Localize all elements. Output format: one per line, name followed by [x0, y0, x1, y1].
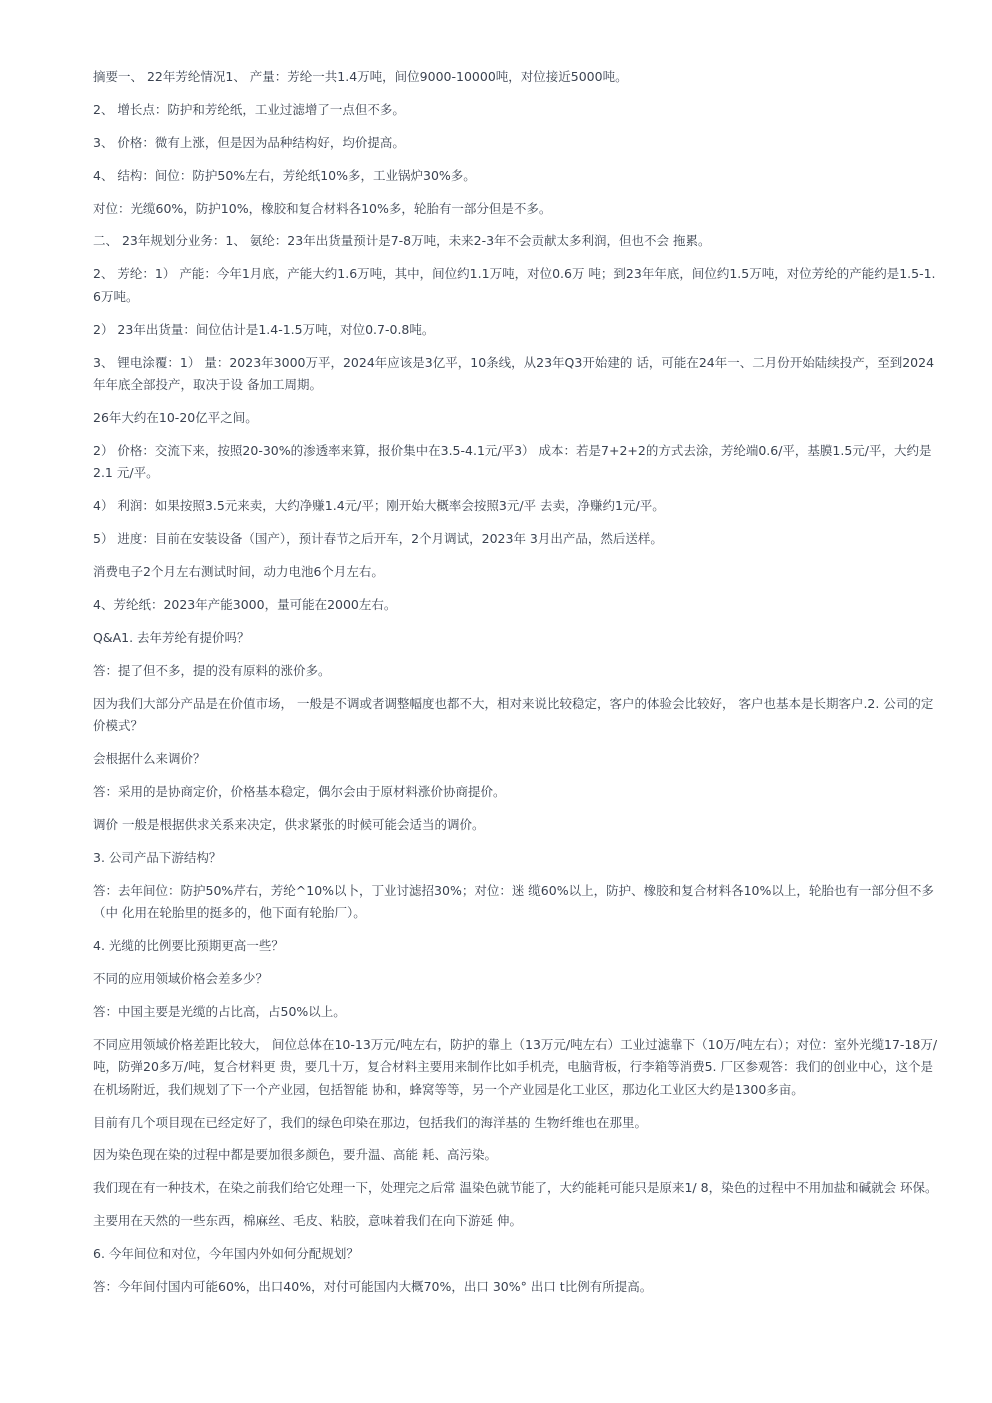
paragraph: 我们现在有一种技术，在染之前我们给它处理一下，处理完之后常 温染色就节能了，大约能耗可能只是原来1/ 8，染色的过程中不用加盐和碱就会 环保。 — [93, 1180, 938, 1196]
paragraph: 调价 一般是根据供求关系来决定，供求紧张的时候可能会适当的调价。 — [93, 816, 485, 832]
paragraph: 会根据什么来调价？ — [93, 751, 206, 767]
paragraph: Q&A1. 去年芳纶有提价吗？ — [93, 629, 250, 645]
paragraph: 6. 今年间位和对位，今年国内外如何分配规划？ — [93, 1246, 359, 1262]
paragraph: 二、 23年规划分业务：1、 氨纶：23年出货量预计是7-8万吨，未来2-3年不会贡献太多利润，但也不会 拖累。 — [93, 233, 711, 249]
paragraph: 4. 光缆的比例要比预期更高一些？ — [93, 937, 284, 953]
paragraph: 26年大约在10-20亿平之间。 — [93, 410, 258, 426]
paragraph: 2） 23年出货量：间位估计是1.4-1.5万吨，对位0.7-0.8吨。 — [93, 321, 435, 337]
paragraph: 答：提了但不多，提的没有原料的涨价多。 — [93, 662, 331, 678]
paragraph: 2） 价格：交流下来，按照20-30%的渗透率来算，报价集中在3.5-4.1元/平3） 成本：若是7+2+2的方式去涂，芳纶端0.6/平，基膜1.5元/平，大约是2.1 元/平。 — [93, 442, 932, 481]
paragraph: 因为染色现在染的过程中都是要加很多颜色，要升温、高能 耗、高污染。 — [93, 1147, 497, 1163]
paragraph: 不同应用领域价格差距比较大， 间位总体在10-13万元/吨左右，防护的靠上（13万元/吨左右）工业过滤靠下（10万/吨左右）；对位：室外光缆17-18万/吨，防弹20多万/吨，复合材料更 贵，要几十万，复合材料主要用来制作比如手机壳，电脑背板，行李箱等消费5. 厂区参观答：我们的创业中心，这个是在机场附近，我们规划了下一个产业园，包括智能 协和，蜂窝等等，另一个产业园是化工业区，那边化工业区大约是1300多亩。 — [93, 1036, 938, 1097]
document-body — [93, 66, 943, 1309]
paragraph: 4、芳纶纸：2023年产能3000，量可能在2000左右。 — [93, 596, 397, 612]
paragraph: 答：中国主要是光缆的占比高，占50%以上。 — [93, 1003, 346, 1019]
paragraph: 4） 利润：如果按照3.5元来卖，大约净赚1.4元/平；刚开始大概率会按照3元/平 去卖，净赚约1元/平。 — [93, 498, 665, 514]
paragraph: 2、 芳纶：1） 产能：今年1月底，产能大约1.6万吨，其中，间位约1.1万吨，对位0.6万 吨；到23年年底，间位约1.5万吨，对位芳纶的产能约是1.5-1.6万吨。 — [93, 266, 936, 304]
paragraph: 4、 结构：间位：防护50%左右，芳纶纸10%多，工业锅炉30%多。 — [93, 167, 476, 183]
paragraph: 3、 价格：微有上涨，但是因为品种结构好，均价提高。 — [93, 134, 405, 150]
paragraph: 答：今年间付国内可能60%，出口40%，对付可能国内大概70%，出口 30%° 出口 t比例有所提高。 — [93, 1279, 653, 1294]
paragraph: 消费电子2个月左右测试时间，动力电池6个月左右。 — [93, 564, 384, 580]
paragraph: 答：去年间位：防护50%芹右，芳纶^10%以卜，丁业讨滤招30%；对位：迷 缆60%以上，防护、橡胶和复合材料各10%以上，轮胎也有一部分但不多（中 化用在轮胎里的挺多的，他下面有轮胎厂）。 — [93, 882, 934, 921]
paragraph: 目前有几个项目现在已经定好了，我们的绿色印染在那边，包括我们的海洋基的 生物纤维也在那里。 — [93, 1114, 647, 1130]
paragraph: 3、 锂电涂覆：1） 量：2023年3000万平，2024年应该是3亿平，10条线，从23年Q3开始建的 话，可能在24年一、二月份开始陆续投产，至到2024年年底全部投产，取决于设 备加工周期。 — [93, 354, 935, 393]
paragraph: 因为我们大部分产品是在价值市场， 一般是不调或者调整幅度也都不大，相对来说比较稳定，客户的体验会比较好， 客户也基本是长期客户.2. 公司的定价模式？ — [93, 695, 934, 734]
paragraph: 3. 公司产品下游结构？ — [93, 849, 222, 865]
paragraph: 不同的应用领域价格会差多少？ — [93, 970, 269, 986]
paragraph: 对位：光缆60%，防护10%，橡胶和复合材料各10%多，轮胎有一部分但是不多。 — [93, 200, 552, 216]
paragraph: 2、 增长点：防护和芳纶纸，工业过滤增了一点但不多。 — [93, 101, 405, 117]
paragraph: 5） 进度：目前在安装设备（国产），预计春节之后开车，2个月调试，2023年 3月出产品，然后送样。 — [93, 531, 663, 547]
paragraph: 答：采用的是协商定价，价格基本稳定，偶尔会由于原材料涨价协商提价。 — [93, 783, 506, 799]
paragraph: 摘要一、 22年芳纶情况1、 产量：芳纶一共1.4万吨，间位9000-10000吨，对位接近5000吨。 — [93, 69, 628, 84]
paragraph: 主要用在天然的一些东西，棉麻丝、毛皮、粘胶，意味着我们在向下游延 伸。 — [93, 1213, 522, 1229]
